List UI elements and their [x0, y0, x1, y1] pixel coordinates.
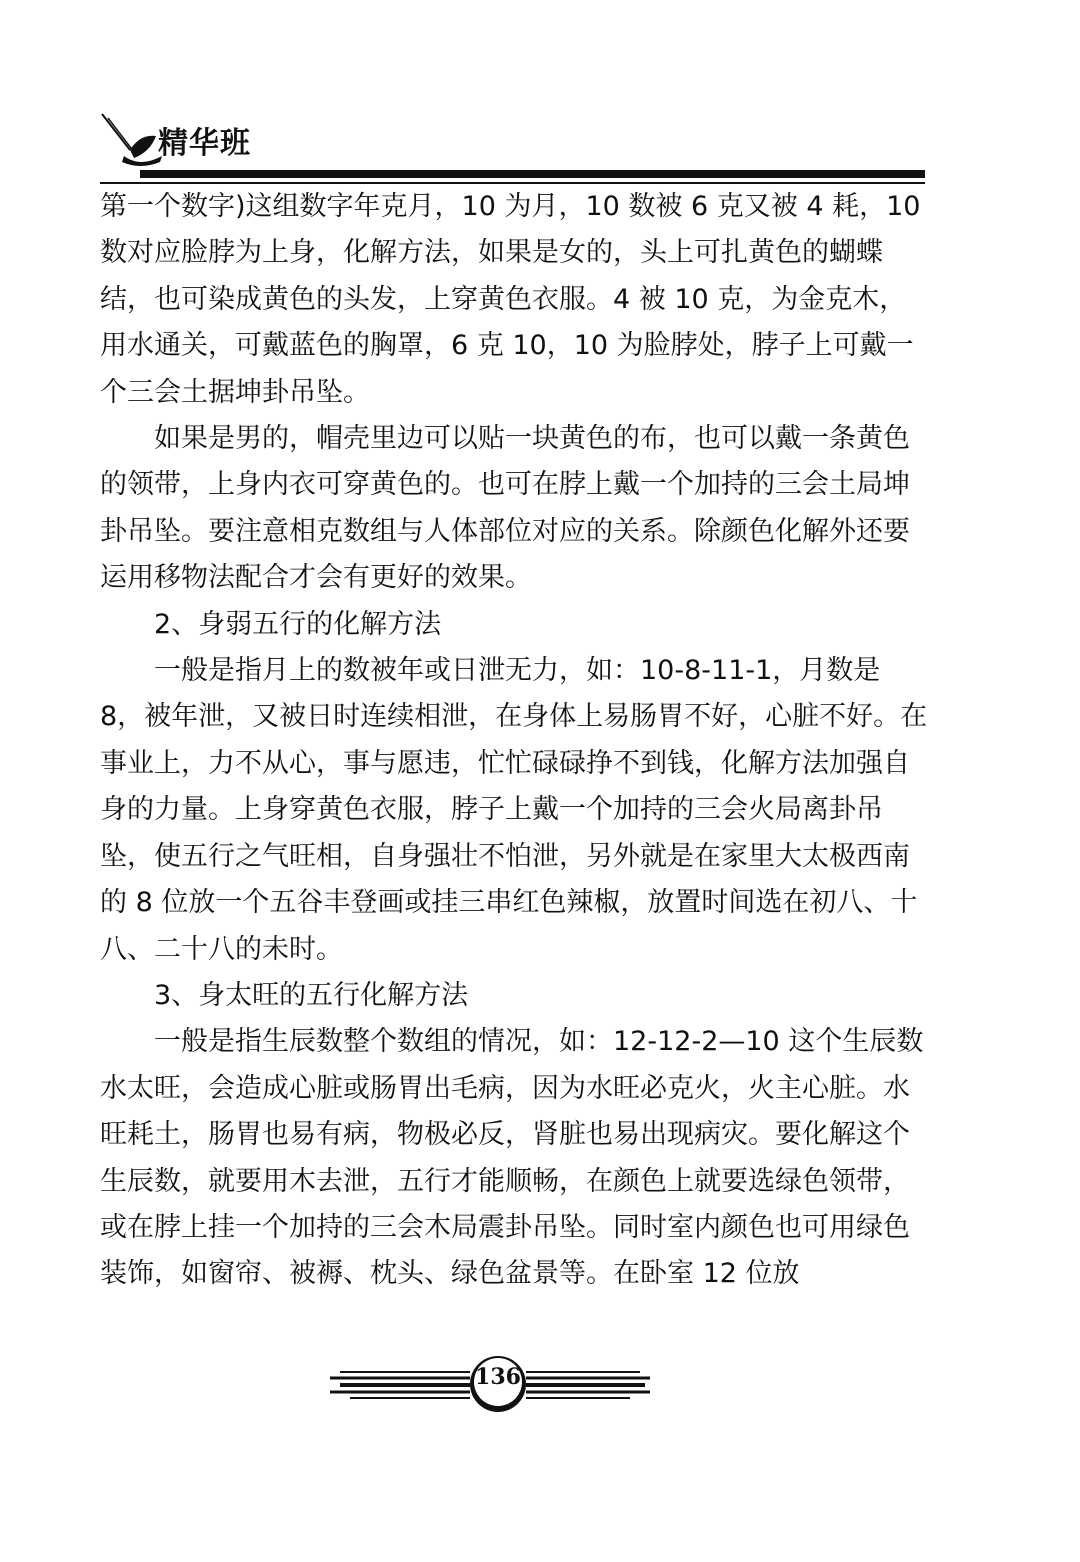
section-heading: 3、身太旺的五行化解方法 — [154, 979, 469, 1011]
paragraph: 一般是指月上的数被年或日泄无力，如：10-8-11-1，月数是 8，被年泄，又被日时连续相泄，在身体上易肠胃不好，心脏不好。在事业上，力不从心，事与愿违，忙忙碌碌挣不到钱，化解方法加强自身的力量。上身穿黄色衣服，脖子上戴一个加持的三会火局离卦吊坠，使五行之气旺相，自身强壮不怕泄，另外就是在家里大太极西南的 8 位放一个五谷丰登画或挂三串红色辣椒，放置时间选在初八、十八、二十八的未时。 — [100, 655, 928, 965]
page-header — [100, 108, 930, 188]
page-number: 136 — [475, 1364, 521, 1390]
paragraph: 第一个数字)这组数字年克月，10 为月，10 数被 6 克又被 4 耗，10 数对应脸脖为上身，化解方法，如果是女的，头上可扎黄色的蝴蝶结，也可染成黄色的头发，上穿黄色衣服。4 被 10 克，为金克木，用水通关，可戴蓝色的胸罩，6 克 10，10 为脸脖处，脖子上可戴一个三会土据坤卦吊坠。 — [100, 191, 921, 408]
body-text — [100, 184, 930, 1298]
page-footer — [300, 1350, 700, 1420]
paragraph: 一般是指生辰数整个数组的情况，如：12-12-2—10 这个生辰数水太旺，会造成心脏或肠胃出毛病，因为水旺必克火，火主心脏。水旺耗土，肠胃也易有病，物极必反，肾脏也易出现病灾。要化解这个生辰数，就要用木去泄，五行才能顺畅，在颜色上就要选绿色领带，或在脖上挂一个加持的三会木局震卦吊坠。同时室内颜色也可用绿色装饰，如窗帘、被褥、枕头、绿色盆景等。在卧室 12 位放 — [100, 1026, 924, 1290]
header-rule — [140, 170, 925, 178]
paragraph: 如果是男的，帽壳里边可以贴一块黄色的布，也可以戴一条黄色的领带，上身内衣可穿黄色的。也可在脖上戴一个加持的三会土局坤卦吊坠。要注意相克数组与人体部位对应的关系。除颜色化解外还要运用移物法配合才会有更好的效果。 — [100, 423, 910, 594]
section-heading: 2、身弱五行的化解方法 — [154, 608, 442, 640]
page-header-title: 精华班 — [158, 126, 251, 161]
